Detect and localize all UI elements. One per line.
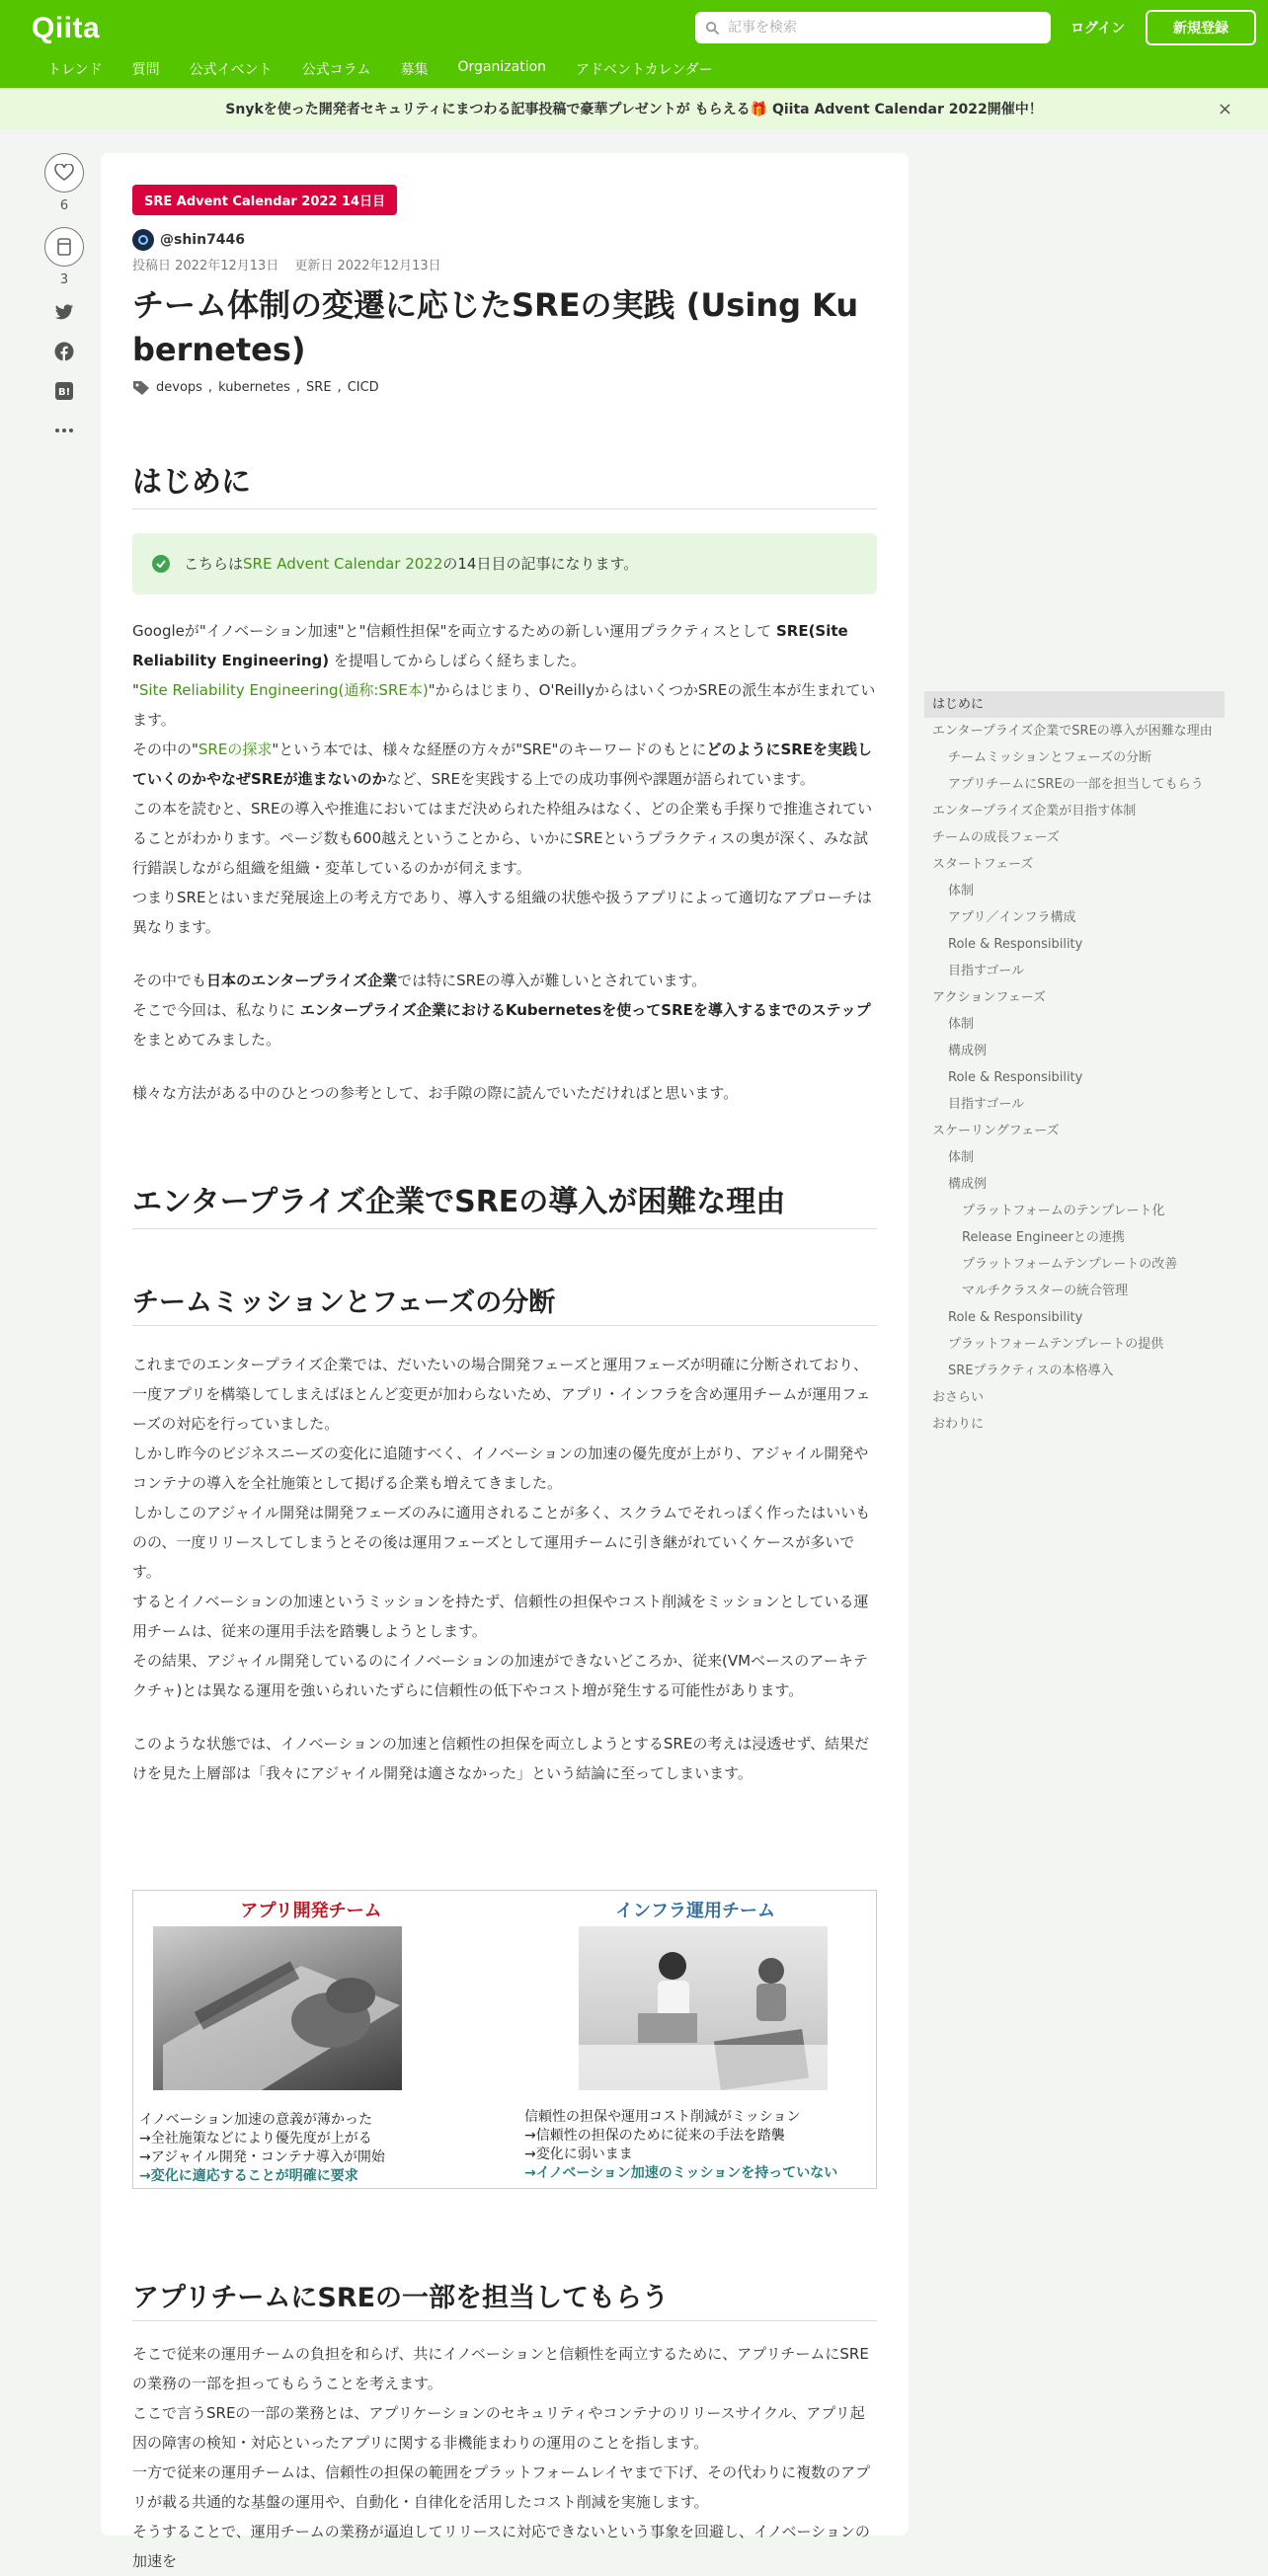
check-circle-icon <box>152 555 170 573</box>
nav-official-columns[interactable]: 公式コラム <box>301 62 371 78</box>
toc-item[interactable]: チームの成長フェーズ <box>932 830 1060 845</box>
nav-official-events[interactable]: 公式イベント <box>189 62 273 78</box>
office-photo <box>579 1926 828 2090</box>
toc-item[interactable]: 構成例 <box>948 1044 988 1058</box>
stock-button[interactable] <box>44 227 84 267</box>
login-link[interactable]: ログイン <box>1070 21 1126 37</box>
heart-icon <box>54 164 74 182</box>
heading-intro: はじめに <box>132 457 877 509</box>
toc-item[interactable]: おさらい <box>932 1390 985 1405</box>
paragraph: するとイノベーションの加速というミッションを持たず、信頼性の担保やコスト削減をミッションとしている運用チームは、従来の運用手法を踏襲しようとします。 <box>132 1592 869 1640</box>
paragraph: その中の"SREの探求"という本では、様々な経歴の方々が"SRE"のキーワードのもとにどのようにSREを実践していくのかやなぜSREが進まないのかなど、SREを実践する上での成功事例や課題が語られています。 <box>132 740 873 788</box>
toc-item[interactable]: アプリチームにSREの一部を担当してもらう <box>948 777 1204 792</box>
sre-book-link[interactable]: Site Reliability Engineering(通称:SRE本) <box>138 680 429 699</box>
advent-calendar-badge[interactable]: SRE Advent Calendar 2022 14日目 <box>132 185 397 215</box>
tag-icon <box>132 380 150 396</box>
search-icon <box>705 21 720 36</box>
paragraph: 様々な方法がある中のひとつの参考として、お手隙の際に読んでいただければと思います。 <box>132 1083 739 1102</box>
toc-item[interactable]: 体制 <box>948 1150 975 1165</box>
more-options-icon[interactable] <box>53 420 75 441</box>
paragraph: その中でも日本のエンタープライズ企業では特にSREの導入が難しいとされています。 <box>132 971 707 989</box>
updated-date: 更新日 2022年12月13日 <box>294 259 441 273</box>
toc-item[interactable]: エンタープライズ企業でSREの導入が困難な理由 <box>932 724 1213 739</box>
author-info[interactable] <box>132 229 877 251</box>
paragraph: しかし昨今のビジネスニーズの変化に追随すべく、イノベーションの加速の優先度が上がり、アジャイル開発やコンテナの導入を全社施策として掲げる企業も増えてきました。 <box>132 1444 869 1492</box>
toc-item[interactable]: SREプラクティスの本格導入 <box>948 1364 1114 1378</box>
action-rail <box>43 153 85 441</box>
toc-item[interactable]: 目指すゴール <box>948 1097 1025 1112</box>
intro-text <box>132 616 877 1108</box>
toc-item[interactable]: 体制 <box>948 1017 975 1032</box>
tag-devops[interactable]: devops <box>156 380 202 396</box>
mission-text <box>132 1350 877 1788</box>
toc-item[interactable]: 目指すゴール <box>948 964 1025 978</box>
paragraph: つまりSREとはいまだ発展途上の考え方であり、導入する組織の状態や扱うアプリによって適切なアプローチは異なります。 <box>132 888 872 936</box>
hatena-bookmark-icon[interactable] <box>53 380 75 402</box>
toc-item[interactable]: プラットフォームテンプレートの提供 <box>948 1337 1164 1352</box>
toc-item[interactable]: チームミッションとフェーズの分断 <box>948 750 1152 765</box>
app-team-title: アプリ開発チーム <box>240 1901 382 1921</box>
tag-cicd[interactable]: CICD <box>347 380 379 396</box>
article-title: チーム体制の変遷に応じたSREの実践 (Using Kubernetes) <box>132 286 859 368</box>
avatar[interactable] <box>132 229 154 251</box>
app-team-notes: イノベーション加速の意義が薄かった →全社施策などにより優先度が上がる →アジャイル開発・コンテナ導入が開始 →変化に適応することが明確に要求 <box>139 2112 385 2184</box>
tag-kubernetes[interactable]: kubernetes <box>218 380 290 396</box>
nav-organization[interactable]: Organization <box>457 59 547 75</box>
toc-item[interactable]: スケーリングフェーズ <box>932 1124 1060 1138</box>
site-header <box>0 0 1268 88</box>
stock-icon <box>56 237 72 257</box>
infra-team-title: インフラ運用チーム <box>615 1901 775 1921</box>
paragraph: "Site Reliability Engineering(通称:SRE本)"からはじまり、O'ReillyからはいくつかSREの派生本が生まれています。 <box>132 680 876 729</box>
toc-item[interactable]: アプリ／インフラ構成 <box>948 910 1076 925</box>
infra-team-column <box>513 1891 878 1922</box>
toc-item[interactable]: スタートフェーズ <box>932 857 1034 872</box>
toc-item[interactable]: Role & Responsibility <box>948 1310 1083 1325</box>
app-team-section <box>132 2276 877 2576</box>
toc-item[interactable]: 体制 <box>948 884 975 898</box>
nav-recruit[interactable]: 募集 <box>400 62 429 78</box>
paragraph: しかしこのアジャイル開発は開発フェーズのみに適用されることが多く、スクラムでそれっぽく作ったはいいものの、一度リリースしてしまうとその後は運用フェーズとして運用チームに引き継がれていくケースが多いです。 <box>132 1503 871 1581</box>
stock-count: 3 <box>59 273 69 287</box>
announcement-banner[interactable] <box>0 88 1268 129</box>
paragraph: ここで言うSREの一部の業務とは、アプリケーションのセキュリティやコンテナのリリースサイクル、アプリ起因の障害の検知・対応といったアプリに関する非機能まわりの運用のことを指します。 <box>132 2404 865 2452</box>
toc-item[interactable]: Role & Responsibility <box>948 1070 1083 1085</box>
toc-item[interactable]: プラットフォームテンプレートの改善 <box>962 1257 1178 1272</box>
toc-item[interactable]: 構成例 <box>948 1177 988 1192</box>
like-button[interactable] <box>44 153 84 193</box>
infra-team-notes: 信頼性の担保や運用コスト削減がミッション →信頼性の担保のために従来の手法を踏襲 →変化に弱いまま →イノベーション加速のミッションを持っていない <box>524 2109 838 2181</box>
toc-item[interactable]: プラットフォームのテンプレート化 <box>962 1204 1165 1218</box>
toc-item[interactable]: マルチクラスターの統合管理 <box>962 1284 1129 1298</box>
nav-trend[interactable]: トレンド <box>47 62 103 78</box>
facebook-icon[interactable] <box>53 341 75 362</box>
toc-item[interactable]: おわりに <box>932 1417 985 1432</box>
toc-item[interactable]: アクションフェーズ <box>932 990 1047 1005</box>
toc-item[interactable]: Role & Responsibility <box>948 937 1083 952</box>
svg-text:B!: B! <box>58 387 71 398</box>
advent-calendar-link[interactable]: SRE Advent Calendar 2022 <box>243 555 443 574</box>
heading-app-team-sre: アプリチームにSREの一部を担当してもらう <box>132 2276 877 2321</box>
paragraph: そこで従来の運用チームの負担を和らげ、共にイノベーションと信頼性を両立するために、アプリチームにSREの業務の一部を担ってもらうことを考えます。 <box>132 2345 869 2392</box>
paragraph: この本を読むと、SREの導入や推進においてはまだ決められた枠組みはなく、どの企業も手探りで推進されていることがわかります。ページ数も600越えということから、いかにSREというプラクティスの奥が深く、みな試行錯誤しながら組織を組織・変革しているのかが伺えます。 <box>132 799 873 877</box>
author-name[interactable]: @shin7446 <box>160 232 246 248</box>
paragraph: そうすることで、運用チームの業務が逼迫してリリースに対応できないという事象を回避し、イノベーションの加速を <box>132 2523 870 2570</box>
toc-item[interactable]: はじめに <box>924 691 1225 718</box>
post-dates <box>132 255 877 273</box>
close-icon[interactable]: × <box>1217 99 1232 119</box>
toc-item[interactable]: エンタープライズ企業が目指す体制 <box>932 804 1137 819</box>
app-team-column <box>133 1891 489 1922</box>
seeking-sre-link[interactable]: SREの探求 <box>198 740 273 758</box>
heading-enterprise: エンタープライズ企業でSREの導入が困難な理由 <box>132 1177 877 1229</box>
nav-questions[interactable]: 質問 <box>131 62 160 78</box>
paragraph: これまでのエンタープライズ企業では、だいたいの場合開発フェーズと運用フェーズが明確に分断されており、一度アプリを構築してしまえばほとんど変更が加わらないため、アプリ・インフラを含め運用チームが運用フェーズの対応を行っていました。 <box>132 1355 871 1433</box>
qiita-logo[interactable]: Qiita <box>32 12 101 44</box>
posted-date: 投稿日 2022年12月13日 <box>132 259 279 273</box>
banner-text[interactable]: Snykを使った開発者セキュリティにまつわる記事投稿で豪華プレゼントが もらえる🎁 Qiita Advent Calendar 2022開催中！ <box>225 102 1043 117</box>
nav-advent-calendar[interactable]: アドベントカレンダー <box>576 62 713 78</box>
paragraph: その結果、アジャイル開発しているのにイノベーションの加速ができないどころか、従来(VMベースのアーキテクチャ)とは異なる運用を強いられいたずらに信頼性の低下やコスト増が発生する可能性があります。 <box>132 1651 868 1699</box>
laptop-photo <box>153 1926 402 2090</box>
signup-button[interactable]: 新規登録 <box>1146 10 1256 45</box>
tag-list: devops , kubernetes , SRE , CICD <box>132 380 877 396</box>
tag-sre[interactable]: SRE <box>306 380 332 396</box>
twitter-icon[interactable] <box>53 301 75 323</box>
paragraph: そこで今回は、私なりに エンタープライズ企業におけるKubernetesを使ってSREを導入するまでのステップ をまとめてみました。 <box>132 1000 871 1049</box>
paragraph: 一方で従来の運用チームは、信頼性の担保の範囲をプラットフォームレイヤまで下げ、その代わりに複数のアプリが載る共通的な基盤の運用や、自動化・自律化を活用したコスト削減を実施します。 <box>132 2463 871 2511</box>
heading-team-mission: チームミッションとフェーズの分断 <box>132 1281 877 1326</box>
search-input[interactable] <box>728 20 1024 36</box>
info-note: こちらはSRE Advent Calendar 2022の14日目の記事になります。 <box>132 533 877 594</box>
table-of-contents <box>924 691 1225 1438</box>
global-nav <box>47 59 713 79</box>
team-comparison-figure <box>132 1890 877 2189</box>
like-count: 6 <box>59 198 69 213</box>
search-box[interactable] <box>695 12 1051 43</box>
paragraph: このような状態では、イノベーションの加速と信頼性の担保を両立しようとするSREの考えは浸透せず、結果だけを見た上層部は「我々にアジャイル開発は適さなかった」という結論に至ってしまいます。 <box>132 1734 870 1782</box>
paragraph: Googleが"イノベーション加速"と"信頼性担保"を両立するための新しい運用プラクティスとして SRE(Site Reliability Engineering) を提唱してからしばらく経ちました。 <box>132 621 848 669</box>
toc-item[interactable]: Release Engineerとの連携 <box>962 1230 1125 1245</box>
article-body <box>101 153 909 2570</box>
